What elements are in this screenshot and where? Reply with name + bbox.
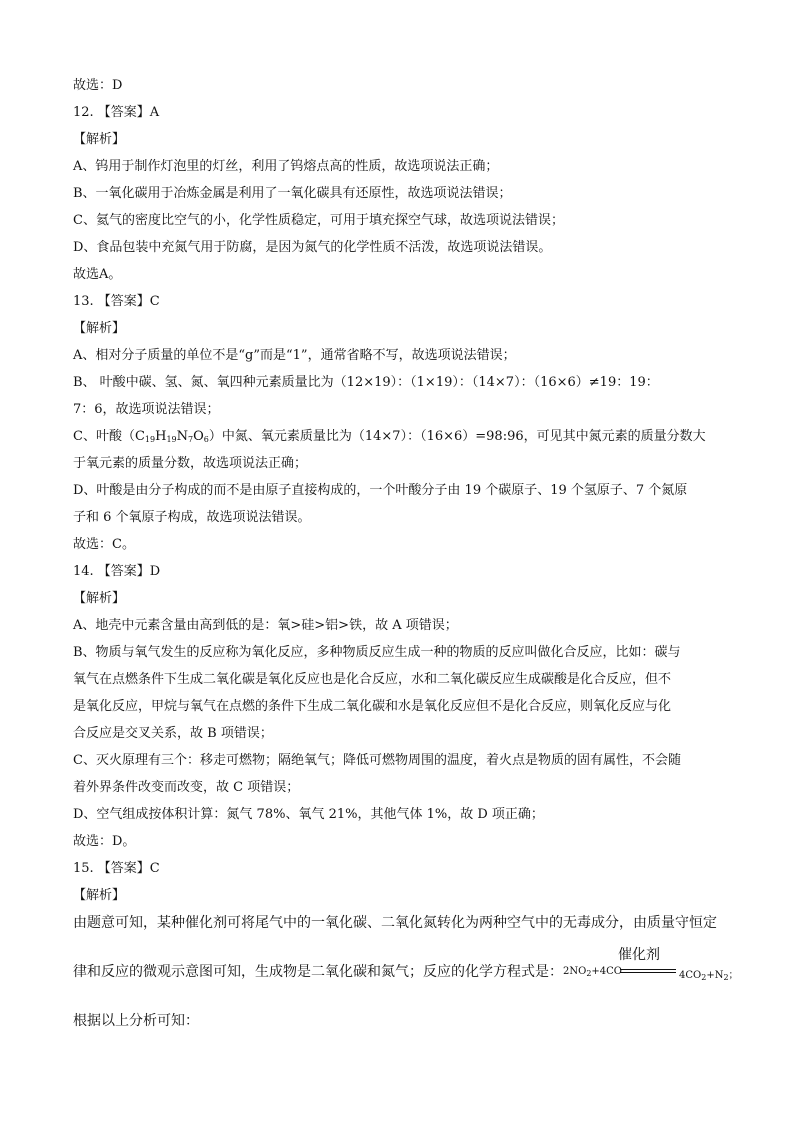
q13-option-a: A、相对分子质量的单位不是“g”而是“1”，通常省略不写，故选项说法错误； <box>73 348 516 363</box>
q13-answer-heading: 13. 【答案】C <box>73 294 160 309</box>
q12-option-c: C、氦气的密度比空气的小，化学性质稳定，可用于填充探空气球，故选项说法错误； <box>73 213 564 228</box>
q13-option-b-line1: B、 叶酸中碳、氢、氮、氧四种元素质量比为（12×19）：（1×19）：（14×7）：（16×6）≠19：19： <box>73 375 659 390</box>
formula-subscript: 2 <box>586 969 592 978</box>
q15-answer-heading: 15. 【答案】C <box>73 861 160 876</box>
equation-term: +4CO <box>591 966 622 977</box>
q13-c-text-post: ）中氮、氧元素质量比为（14×7）：（16×6）=98:96，可见其中氮元素的质量分数大 <box>208 429 706 444</box>
q15-paragraph-line1: 由题意可知，某种催化剂可将尾气中的一氧化碳、二氧化氮转化为两种空气中的无毒成分，由质量守恒定 <box>73 915 717 931</box>
q12-selection: 故选A。 <box>73 267 122 282</box>
formula-subscript: 7 <box>188 435 194 444</box>
q14-answer-heading: 14. 【答案】D <box>73 564 161 579</box>
formula-element: N <box>176 429 188 444</box>
q13-option-c-line1 <box>73 428 706 446</box>
q15-paragraph-line2: 律和反应的微观示意图可知，生成物是二氧化碳和氮气；反应的化学方程式是： <box>73 964 563 980</box>
answer-line: 故选：D <box>73 78 123 93</box>
q12-option-d: D、食品包装中充氮气用于防腐，是因为氮气的化学性质不活泼，故选项说法错误。 <box>73 240 552 255</box>
q12-option-b: B、一氧化碳用于冶炼金属是利用了一氧化碳具有还原性，故选项说法错误； <box>73 186 512 201</box>
formula-element: H <box>155 429 167 444</box>
q14-selection: 故选：D。 <box>73 834 136 849</box>
q15-conclusion-line: 根据以上分析可知： <box>73 1013 199 1029</box>
q14-option-d: D、空气组成按体积计算：氮气 78%、氧气 21%，其他气体 1%，故 D 项正确； <box>73 807 544 822</box>
q13-selection: 故选：C。 <box>73 537 135 552</box>
equation-term: +N <box>706 970 724 981</box>
q14-option-c-line1: C、灭火原理有三个：移走可燃物；隔绝氧气；降低可燃物周围的温度，着火点是物质的固有属性，不会随 <box>73 753 681 768</box>
equation-products <box>679 966 739 981</box>
q14-option-b-line4: 合反应是交叉关系，故 B 项错误； <box>73 726 273 741</box>
formula-subscript: 19 <box>166 435 177 444</box>
q14-analysis-label: 【解析】 <box>73 591 126 606</box>
equation-condition: 催化剂 <box>618 947 660 963</box>
formula-subscript: 19 <box>144 435 156 444</box>
q13-option-d-line2: 子和 6 个氧原子构成，故选项说法错误。 <box>73 510 311 525</box>
formula-subscript: 6 <box>203 435 209 444</box>
equation-line-bottom <box>620 972 676 973</box>
equation-end: ； <box>728 970 739 981</box>
formula-element: O <box>193 429 204 444</box>
equation-reactants <box>563 966 622 977</box>
equation-term: 4CO <box>679 970 702 981</box>
q13-analysis-label: 【解析】 <box>73 321 126 336</box>
q12-analysis-label: 【解析】 <box>73 132 126 147</box>
q14-option-c-line2: 着外界条件改变而改变，故 C 项错误； <box>73 780 300 795</box>
equation-term: 2NO <box>563 966 587 977</box>
q14-option-a: A、地壳中元素含量由高到低的是：氧>硅>铝>铁，故 A 项错误； <box>73 618 458 633</box>
formula-subscript: 2 <box>701 973 707 982</box>
q15-analysis-label: 【解析】 <box>73 888 126 903</box>
q13-option-d-line1: D、叶酸是由分子构成的而不是由原子直接构成的，一个叶酸分子由 19 个碳原子、19 个氢原子、7 个氮原 <box>73 483 688 498</box>
q13-option-b-line2: 7：6，故选项说法错误； <box>73 402 220 417</box>
q14-option-b-line3: 是氧化反应，甲烷与氧气在点燃的条件下生成二氧化碳和水是氧化反应但不是化合反应，则氧化反应与化 <box>73 699 672 714</box>
q12-option-a: A、钨用于制作灯泡里的灯丝，利用了钨熔点高的性质，故选项说法正确； <box>73 159 499 174</box>
equation-line-top <box>620 969 676 970</box>
q12-answer-heading: 12. 【答案】A <box>73 105 160 120</box>
formula-subscript: 2 <box>723 973 729 982</box>
q13-c-text-pre: C、叶酸（C <box>73 429 145 444</box>
q14-option-b-line2: 氧气在点燃条件下生成二氧化碳是氧化反应也是化合反应，水和二氧化碳反应生成碳酸是化合反应，但不 <box>73 672 672 687</box>
q13-option-c-line2: 于氧元素的质量分数，故选项说法正确； <box>73 456 308 471</box>
q14-option-b-line1: B、物质与氧气发生的反应称为氧化反应，多种物质反应生成一种的物质的反应叫做化合反应，比如：碳与 <box>73 645 681 660</box>
